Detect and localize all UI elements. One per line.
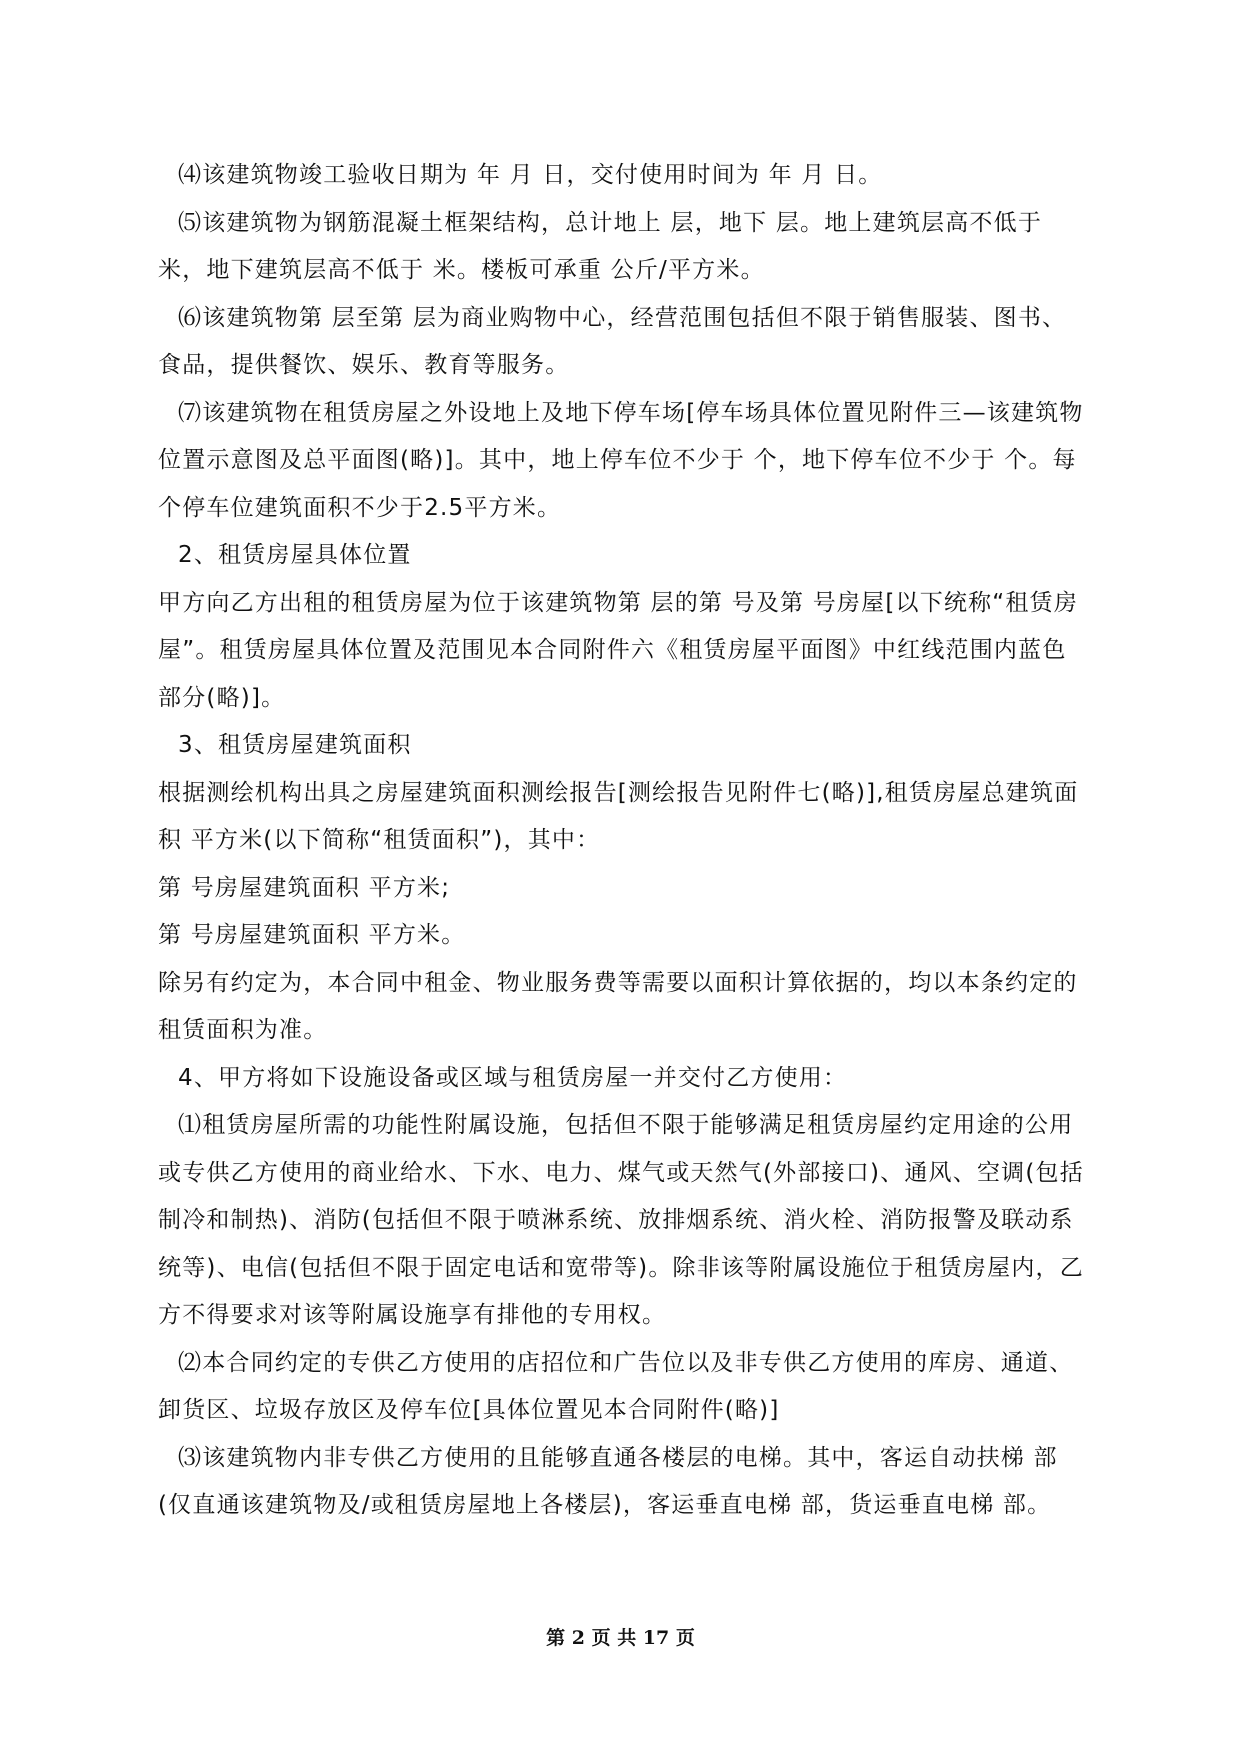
paragraph-area-basis: 除另有约定为，本合同中租金、物业服务费等需要以面积计算依据的，均以本条约定的租赁面积为准。 (158, 969, 1078, 1043)
paragraph-room-area-1: 第 号房屋建筑面积 平方米; (158, 874, 451, 901)
document-body (158, 152, 1088, 1530)
paragraph-survey-report: 根据测绘机构出具之房屋建筑面积测绘报告[测绘报告见附件七(略)],租赁房屋总建筑面积 平方米(以下简称“租赁面积”)，其中： (158, 779, 1079, 853)
page-number-footer: 第 2 页 共 17 页 (546, 1627, 695, 1649)
paragraph-elevators: ⑶该建筑物内非专供乙方使用的且能够直通各楼层的电梯。其中，客运自动扶梯 部(仅直通该建筑物及/或租赁房屋地上各楼层)，客运垂直电梯 部，货运垂直电梯 部。 (158, 1444, 1058, 1518)
paragraph-building-structure: ⑸该建筑物为钢筋混凝土框架结构，总计地上 层，地下 层。地上建筑层高不低于 米，地下建筑层高不低于 米。楼板可承重 公斤/平方米。 (158, 209, 1043, 283)
paragraph-signage-and-storage: ⑵本合同约定的专供乙方使用的店招位和广告位以及非专供乙方使用的库房、通道、卸货区、垃圾存放区及停车位[具体位置见本合同附件(略)] (158, 1349, 1074, 1423)
paragraph-leased-premises-location: 甲方向乙方出租的租赁房屋为位于该建筑物第 层的第 号及第 号房屋[以下统称“租赁房屋”。租赁房屋具体位置及范围见本合同附件六《租赁房屋平面图》中红线范围内蓝色部分(略)]。 (158, 589, 1079, 711)
paragraph-room-area-2: 第 号房屋建筑面积 平方米。 (158, 922, 466, 948)
section-heading-location: 2、租赁房屋具体位置 (178, 542, 412, 568)
section-heading-facilities: 4、甲方将如下设施设备或区域与租赁房屋一并交付乙方使用： (178, 1064, 848, 1091)
section-heading-floor-area: 3、租赁房屋建筑面积 (178, 732, 412, 758)
paragraph-shopping-center-floors: ⑹该建筑物第 层至第 层为商业购物中心，经营范围包括但不限于销售服装、图书、食品，提供餐饮、娱乐、教育等服务。 (158, 304, 1067, 378)
paragraph-ancillary-facilities: ⑴租赁房屋所需的功能性附属设施，包括但不限于能够满足租赁房屋约定用途的公用或专供乙方使用的商业给水、下水、电力、煤气或天然气(外部接口)、通风、空调(包括制冷和制热)、消防(包括但不限于喷淋系统、放排烟系统、消火栓、消防报警及联动系统等)、电信(包括但不限于固定电话和宽带等)。除非该等附属设施位于租赁房屋内，乙方不得要求对该等附属设施享有排他的专用权。 (158, 1112, 1084, 1328)
paragraph-parking: ⑺该建筑物在租赁房屋之外设地上及地下停车场[停车场具体位置见附件三—该建筑物位置示意图及总平面图(略)]。其中，地上停车位不少于 个，地下停车位不少于 个。每个停车位建筑面积不少于2.5平方米。 (158, 399, 1084, 521)
paragraph-building-completion-date: ⑷该建筑物竣工验收日期为 年 月 日，交付使用时间为 年 月 日。 (178, 162, 883, 188)
